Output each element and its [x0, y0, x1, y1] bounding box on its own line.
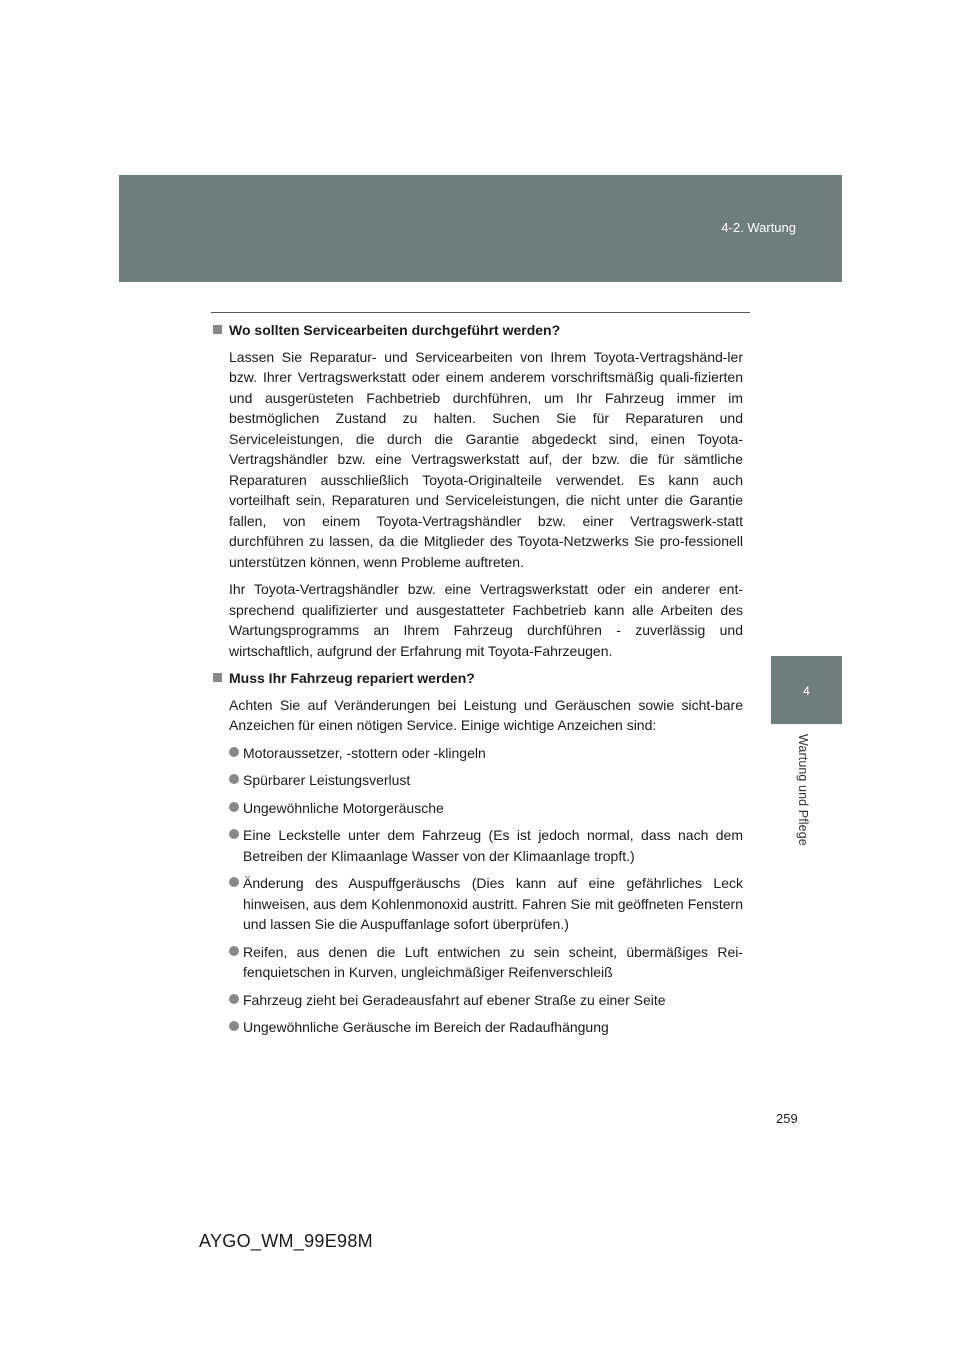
circle-bullet-icon [229, 1021, 239, 1031]
list-item-text: Eine Leckstelle unter dem Fahrzeug (Es ist jedoch normal, dass nach dem Betreiben der Klimaanlage Wasser von der Klimaanlage tropft.) [243, 827, 743, 864]
chapter-number: 4 [803, 684, 810, 698]
circle-bullet-icon [229, 802, 239, 812]
chapter-tab [771, 656, 842, 724]
main-content [213, 320, 743, 1045]
warning-signs-list [229, 743, 743, 1038]
list-item [229, 990, 743, 1011]
chapter-title: Wartung und Pflege [796, 734, 810, 846]
section-repair-needed [213, 668, 743, 1038]
list-item [229, 942, 743, 983]
list-item-text: Ungewöhnliche Geräusche im Bereich der Radaufhängung [243, 1019, 609, 1035]
paragraph: Achten Sie auf Veränderungen bei Leistung und Geräuschen sowie sicht-bare Anzeichen für einen nötigen Service. Einige wichtige Anzeichen sind: [229, 696, 743, 733]
circle-bullet-icon [229, 877, 239, 887]
list-item-text: Reifen, aus denen die Luft entwichen zu sein scheint, übermäßiges Rei-fenquietschen in Kurven, ungleichmäßiger Reifenverschleiß [243, 943, 743, 980]
page-number: 259 [776, 1111, 798, 1126]
list-item-text: Spürbarer Leistungsverlust [243, 772, 411, 788]
list-item [229, 825, 743, 866]
square-bullet-icon [213, 325, 222, 334]
circle-bullet-icon [229, 747, 239, 757]
section-service-location [213, 320, 743, 661]
section-heading-text: Muss Ihr Fahrzeug repariert werden? [229, 670, 475, 686]
list-item [229, 1017, 743, 1038]
list-item-text: Ungewöhnliche Motorgeräusche [243, 799, 444, 816]
circle-bullet-icon [229, 946, 239, 956]
header-band [119, 175, 842, 282]
list-item-text: Motoraussetzer, -stottern oder -klingeln [243, 744, 486, 761]
section-heading [213, 668, 743, 689]
content-divider [211, 312, 750, 313]
section-heading [213, 320, 743, 341]
paragraph: Ihr Toyota-Vertragshändler bzw. eine Vertragswerkstatt oder ein anderer ent-sprechend qualifizierter und ausgestatteter Fachbetrieb kann alle Arbeiten des Wartungsprogramms an Ihrem Fahrzeug durchführen - zuverlässig und wirtschaftlich, aufgrund der Erfahrung mit Toyota-Fahrzeugen. [229, 581, 743, 659]
list-item [229, 743, 743, 764]
list-item [229, 798, 743, 819]
list-item-text: Änderung des Auspuffgeräuschs (Dies kann auf eine gefährliches Leck hinweisen, aus dem Kohlenmonoxid austritt. Fahren Sie mit geöffneten Fenstern und lassen Sie die Auspuffanlage sofort überprüfen.) [243, 875, 743, 932]
list-item-text: Fahrzeug zieht bei Geradeausfahrt auf ebener Straße zu einer Seite [243, 991, 666, 1008]
circle-bullet-icon [229, 829, 239, 839]
paragraph: Lassen Sie Reparatur- und Servicearbeiten von Ihrem Toyota-Vertragshänd-ler bzw. Ihrer Vertragswerkstatt oder einem anderem vorschriftsmäßig quali-fizierten und ausgerüsteten Fachbetrieb durchführen, um Ihr Fahrzeug immer im bestmöglichen Zustand zu halten. Suchen Sie für Reparaturen und Serviceleistungen, die durch die Garantie abgedeckt sind, einen Toyota-Vertragshändler bzw. eine Vertragswerkstatt auf, der bzw. die für sämtliche Reparaturen ausschließlich Toyota-Originalteile verwendet. Es kann auch vorteilhaft sein, Reparaturen und Serviceleistungen, die nicht unter die Garantie fallen, von einem Toyota-Vertragshändler bzw. einer Vertragswerk-statt durchführen zu lassen, da die Mitglieder des Toyota-Netzwerks Sie pro-fessionell unterstützen können, wenn Probleme auftreten. [229, 348, 743, 570]
circle-bullet-icon [229, 774, 239, 784]
list-item [229, 873, 743, 935]
list-item [229, 770, 743, 791]
header-section-title: 4-2. Wartung [721, 220, 796, 235]
section-heading-text: Wo sollten Servicearbeiten durchgeführt werden? [229, 322, 561, 338]
document-id: AYGO_WM_99E98M [199, 1231, 373, 1251]
circle-bullet-icon [229, 994, 239, 1004]
square-bullet-icon [213, 673, 222, 682]
